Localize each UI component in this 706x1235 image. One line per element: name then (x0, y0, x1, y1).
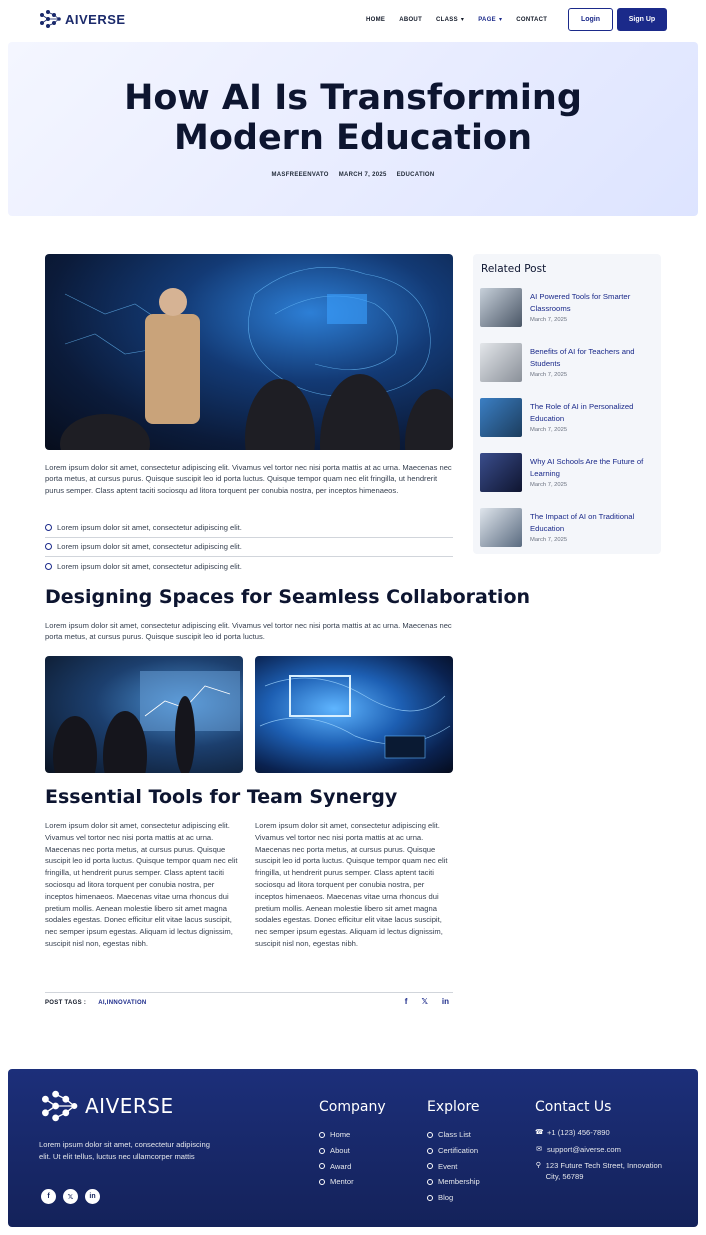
related-post-thumbnail (480, 453, 522, 492)
circle-bullet-icon (427, 1179, 433, 1185)
circle-bullet-icon (427, 1148, 433, 1154)
post-author[interactable]: MASFREEENVATO (271, 172, 329, 178)
related-post-item[interactable] (480, 288, 656, 328)
related-post-date: March 7, 2025 (530, 537, 568, 543)
x-icon[interactable]: 𝕏 (421, 997, 428, 1006)
footer-contact-column (535, 1099, 675, 1188)
circle-bullet-icon (319, 1179, 325, 1185)
footer-link-class-list[interactable] (427, 1127, 480, 1143)
related-post-date: March 7, 2025 (530, 427, 568, 433)
text-column-right: Lorem ipsum dolor sit amet, consectetur adipiscing elit. Vivamus vel tortor nec nisi porta mattis at ac urna. Maecenas nec porta metus, at cursus purus. Quisque suscipit leo id porta luctus. Quisque tempor quam nec elit fringilla, ut hendrerit purus semper. Class aptent taciti sociosqu ad litora torquent per conubia nostra, per inceptos himenaeos. Maecenas vitae urna rhoncus dui pretium mollis. Aenean molestie libero sit amet magna sodales egestas. Donec efficitur elit vitae lacus suscipit, nec semper ipsum egestas. Aliquam id lectus dignissim, suscipit nisl non, egestas nibh. (255, 821, 448, 948)
related-post-thumbnail (480, 508, 522, 547)
share-buttons (405, 997, 449, 1006)
related-post-item[interactable] (480, 453, 656, 493)
footer-link-blog[interactable] (427, 1190, 480, 1206)
related-post-thumbnail (480, 398, 522, 437)
related-post-date: March 7, 2025 (530, 317, 568, 323)
collaboration-illustration (45, 656, 243, 773)
footer-link-home[interactable] (319, 1127, 386, 1143)
section-heading-tools: Essential Tools for Team Synergy (45, 786, 398, 808)
footer-phone[interactable] (535, 1127, 675, 1138)
footer-address-text: 123 Future Tech Street, Innovation City, 56789 (545, 1161, 662, 1181)
related-post-date: March 7, 2025 (530, 482, 568, 488)
featured-image (45, 254, 453, 450)
footer-about: Lorem ipsum dolor sit amet, consectetur adipiscing elit. Ut elit tellus, luctus nec ullamcorper mattis (39, 1140, 210, 1161)
post-date: MARCH 7, 2025 (338, 172, 387, 178)
footer-link-label: Award (330, 1161, 352, 1171)
nav-about[interactable]: ABOUT (399, 16, 423, 23)
brand-logo[interactable] (39, 9, 126, 29)
nav-class[interactable] (436, 16, 464, 23)
related-post-title[interactable]: AI Powered Tools for Smarter Classrooms (530, 292, 631, 313)
footer-link-certification[interactable] (427, 1143, 480, 1159)
footer-logo[interactable] (39, 1089, 174, 1123)
circle-bullet-icon (319, 1163, 325, 1169)
related-post-thumbnail (480, 343, 522, 382)
linkedin-icon[interactable]: in (85, 1189, 100, 1204)
footer-contact-title: Contact Us (535, 1099, 612, 1115)
list-item-text: Lorem ipsum dolor sit amet, consectetur adipiscing elit. (57, 542, 242, 552)
circle-bullet-icon (427, 1195, 433, 1201)
nav-page[interactable] (478, 16, 502, 23)
login-button[interactable]: Login (568, 8, 613, 31)
site-footer (8, 1069, 698, 1227)
footer-email[interactable] (535, 1144, 675, 1155)
footer-email-text: support@aiverse.com (547, 1144, 621, 1154)
brand-name: AIVERSE (65, 11, 126, 27)
signup-button[interactable]: Sign Up (617, 8, 667, 31)
footer-link-label: Certification (438, 1146, 479, 1156)
main-nav (366, 16, 561, 23)
circle-bullet-icon (319, 1132, 325, 1138)
circle-bullet-icon (45, 563, 52, 570)
circle-bullet-icon (427, 1163, 433, 1169)
footer-explore-column (427, 1099, 480, 1205)
footer-link-label: Blog (438, 1193, 454, 1203)
footer-company-column (319, 1099, 386, 1190)
related-post-title[interactable]: Why AI Schools Are the Future of Learning (530, 457, 644, 478)
post-category[interactable]: EDUCATION (396, 172, 435, 178)
footer-link-membership[interactable] (427, 1174, 480, 1190)
footer-link-label: Event (438, 1161, 458, 1171)
list-item-text: Lorem ipsum dolor sit amet, consectetur adipiscing elit. (57, 562, 242, 572)
related-posts-sidebar (473, 254, 661, 554)
chevron-down-icon: ▾ (460, 17, 465, 23)
article-intro: Lorem ipsum dolor sit amet, consectetur adipiscing elit. Vivamus vel tortor nec nisi porta mattis at ac urna. Maecenas nec porta metus, at cursus purus. Quisque suscipit leo id porta luctus. Quisque tempor quam nec elit fringilla, ut hendrerit purus semper. Class aptent taciti sociosqu ad litora torquent per conubia nostra, per inceptos himenaeos. (45, 463, 452, 495)
article-bullet-list (45, 518, 453, 577)
network-logo-icon (39, 1089, 79, 1123)
title-line-1: How AI Is Transforming (124, 78, 582, 118)
circle-bullet-icon (427, 1132, 433, 1138)
page-title (8, 78, 698, 158)
post-tags-label: POST TAGS : (45, 999, 87, 1006)
list-item-text: Lorem ipsum dolor sit amet, consectetur adipiscing elit. (57, 522, 242, 532)
footer-link-label: Home (330, 1130, 351, 1140)
footer-address (535, 1160, 675, 1182)
related-post-title[interactable]: Benefits of AI for Teachers and Students (530, 347, 635, 368)
related-post-thumbnail (480, 288, 522, 327)
x-icon[interactable]: 𝕏 (63, 1189, 78, 1204)
featured-image-illustration (45, 254, 453, 450)
related-post-date: March 7, 2025 (530, 372, 568, 378)
location-pin-icon: ⚲ (535, 1162, 541, 1169)
footer-social-links (41, 1189, 100, 1204)
ai-technology-illustration (255, 656, 453, 773)
footer-explore-title: Explore (427, 1099, 480, 1115)
footer-link-award[interactable] (319, 1158, 386, 1174)
post-tags[interactable]: AI,INNOVATION (98, 999, 147, 1006)
nav-class-label: CLASS (436, 16, 458, 23)
related-post-item[interactable] (480, 343, 656, 383)
nav-page-label: PAGE (478, 16, 496, 23)
footer-phone-text: +1 (123) 456-7890 (547, 1128, 610, 1137)
ai-technology-image (255, 656, 453, 773)
sidebar-title: Related Post (481, 263, 547, 275)
circle-bullet-icon (319, 1148, 325, 1154)
related-post-item[interactable] (480, 398, 656, 438)
footer-link-label: Membership (438, 1177, 480, 1187)
related-post-title[interactable]: The Role of AI in Personalized Education (530, 402, 634, 423)
circle-bullet-icon (45, 524, 52, 531)
site-header (0, 0, 706, 40)
post-tags-bar (45, 992, 453, 1012)
footer-brand-name: AIVERSE (85, 1094, 174, 1118)
footer-link-label: Mentor (330, 1177, 354, 1187)
mail-icon: ✉ (536, 1145, 542, 1153)
footer-link-label: About (330, 1146, 350, 1156)
section-paragraph: Lorem ipsum dolor sit amet, consectetur adipiscing elit. Vivamus vel tortor nec nisi porta mattis at ac urna. Maecenas nec porta metus, at cursus purus. Quisque suscipit leo id porta luctus. (45, 621, 452, 642)
footer-link-label: Class List (438, 1130, 471, 1140)
chevron-down-icon: ▾ (498, 17, 503, 23)
facebook-icon[interactable]: f (404, 997, 408, 1006)
list-item (45, 538, 453, 558)
footer-link-mentor[interactable] (319, 1174, 386, 1190)
list-item (45, 518, 453, 538)
network-logo-icon (39, 9, 61, 29)
phone-icon: ☎ (535, 1129, 544, 1136)
related-post-title[interactable]: The Impact of AI on Traditional Education (530, 512, 635, 533)
hero-banner (8, 42, 698, 216)
list-item (45, 557, 453, 577)
text-column-left: Lorem ipsum dolor sit amet, consectetur adipiscing elit. Vivamus vel tortor nec nisi porta mattis at ac urna. Maecenas nec porta metus, at cursus purus. Quisque suscipit leo id porta luctus. Quisque tempor quam nec elit fringilla, ut hendrerit purus semper. Class aptent taciti sociosqu ad litora torquent per conubia nostra, per inceptos himenaeos. Maecenas vitae urna rhoncus dui pretium mollis. Aenean molestie libero sit amet magna sodales egestas. Donec efficitur elit vitae lacus suscipit, nec semper ipsum egestas. Aliquam id lectus dignissim, suscipit nisl non, egestas nibh. (45, 821, 238, 948)
footer-company-title: Company (319, 1099, 386, 1115)
collaboration-image (45, 656, 243, 773)
facebook-icon[interactable]: f (41, 1189, 56, 1204)
section-heading-collaboration: Designing Spaces for Seamless Collaboration (45, 586, 531, 608)
nav-home[interactable]: HOME (366, 16, 386, 23)
footer-link-about[interactable] (319, 1143, 386, 1159)
nav-contact[interactable]: CONTACT (516, 16, 548, 23)
circle-bullet-icon (45, 543, 52, 550)
footer-link-event[interactable] (427, 1158, 480, 1174)
title-line-2: Modern Education (174, 118, 532, 158)
related-post-item[interactable] (480, 508, 656, 548)
linkedin-icon[interactable]: in (441, 997, 449, 1006)
post-meta (8, 172, 698, 178)
